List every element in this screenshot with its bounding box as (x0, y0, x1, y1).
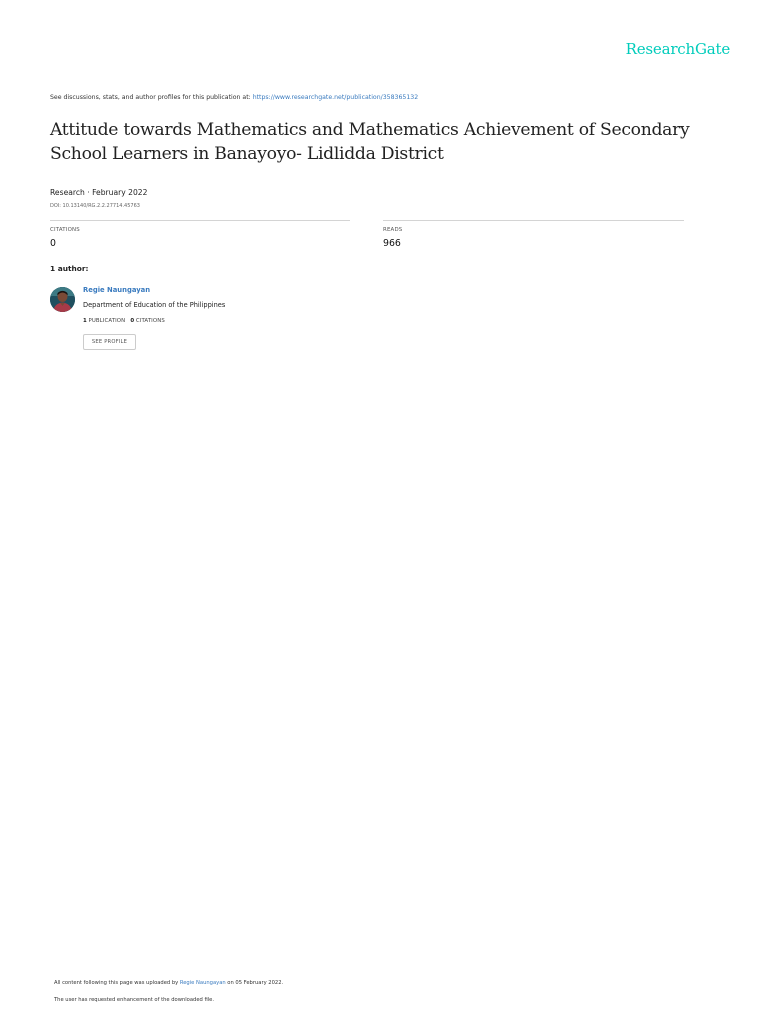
enhancement-note: The user has requested enhancement of the downloaded file. (54, 997, 215, 1003)
upload-suffix: on 05 February 2022. (225, 980, 284, 986)
reads-label: READS (383, 227, 403, 233)
author-institution: Department of Education of the Philippines (83, 301, 226, 309)
author-stats (83, 318, 165, 324)
author-citations-count: 0 (130, 318, 135, 324)
author-avatar[interactable] (50, 287, 75, 312)
author-photo-icon (50, 287, 75, 312)
author-publications-label: PUBLICATION (88, 318, 126, 324)
publication-url-link[interactable]: https://www.researchgate.net/publication/358365132 (252, 94, 419, 101)
discussions-line (50, 94, 418, 101)
stats-divider-right (383, 220, 684, 221)
researchgate-logo[interactable]: ResearchGate (625, 40, 730, 58)
reads-value: 966 (383, 238, 401, 249)
citations-value: 0 (50, 238, 56, 249)
publication-title: Attitude towards Mathematics and Mathematics Achievement of Secondary School Learners in Banayoyo- Lidlidda District (50, 120, 690, 164)
authors-heading: 1 author: (50, 264, 89, 273)
publication-type-date: Research · February 2022 (50, 188, 148, 197)
upload-prefix: All content following this page was uploaded by (54, 980, 180, 986)
see-profile-button[interactable]: SEE PROFILE (83, 334, 136, 350)
publication-doi: DOI: 10.13140/RG.2.2.27714.45763 (50, 203, 140, 209)
uploader-link[interactable]: Regie Naungayan (179, 980, 226, 986)
upload-notice (54, 980, 283, 986)
citations-label: CITATIONS (50, 227, 80, 233)
stats-divider-left (50, 220, 350, 221)
author-citations-label: CITATIONS (135, 318, 165, 324)
discussions-text: See discussions, stats, and author profiles for this publication at: (50, 94, 253, 101)
author-publications-count: 1 (83, 318, 87, 324)
author-name-link[interactable]: Regie Naungayan (83, 286, 151, 294)
